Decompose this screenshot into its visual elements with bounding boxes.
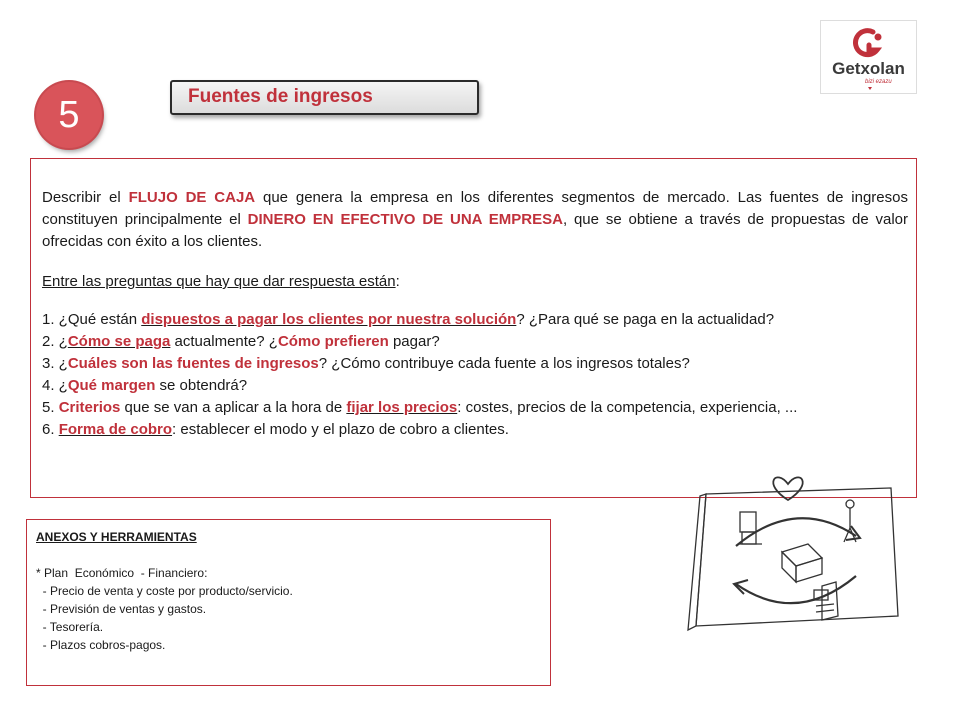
questions-intro: Entre las preguntas que hay que dar respuesta están: — [42, 273, 400, 290]
highlight-text: FLUJO DE CAJA — [128, 189, 256, 206]
logo-arrow-icon — [868, 87, 872, 90]
question-item — [42, 353, 908, 375]
text-segment: : establecer el modo y el plazo de cobro a clientes. — [172, 421, 509, 438]
section-title: Fuentes de ingresos — [188, 86, 373, 107]
text-segment: Describir el — [42, 189, 129, 206]
highlight-text: Cuáles son las fuentes de ingresos — [67, 355, 319, 372]
section-title-box — [170, 80, 479, 115]
annex-line: * Plan Económico - Financiero: — [36, 566, 208, 580]
highlight-text: fijar los precios — [346, 399, 458, 416]
text-segment: pagar? — [388, 333, 440, 350]
questions-list — [42, 309, 908, 441]
question-item — [42, 331, 908, 353]
text-segment: , que se obtiene a través de propuestas de valor ofrecidas con éxito a los clientes. — [42, 211, 909, 250]
annex-title: ANEXOS Y HERRAMIENTAS — [36, 530, 197, 544]
text-segment: 1. ¿Qué están — [42, 311, 142, 328]
logo-name: Getxolan — [832, 59, 905, 78]
text-segment: que se van a aplicar a la hora de — [120, 399, 347, 416]
section-number-badge: 5 — [36, 82, 102, 148]
highlight-text: DINERO EN EFECTIVO DE UNA EMPRESA — [247, 211, 563, 228]
main-content-box — [30, 158, 917, 498]
intro-paragraph — [42, 187, 908, 253]
text-segment: ? ¿Para qué se paga en la actualidad? — [516, 311, 775, 328]
text-segment: que genera la empresa en los diferentes segmentos de mercado. Las fuentes de ingresos constituyen principalmente el — [42, 189, 908, 228]
question-item — [42, 309, 908, 331]
annex-line: - Plazos cobros-pagos. — [36, 638, 166, 652]
text-segment: actualmente? ¿ — [170, 333, 278, 350]
text-segment: : costes, precios de la competencia, experiencia, ... — [457, 399, 798, 416]
annex-box — [26, 519, 551, 686]
text-segment: 5. — [42, 399, 59, 416]
highlight-text: dispuestos a pagar los clientes por nuestra solución — [141, 311, 517, 328]
annex-line: - Previsión de ventas y gastos. — [36, 602, 207, 616]
question-item — [42, 375, 908, 397]
getxolan-logo-mark — [851, 28, 887, 60]
text-segment: ? ¿Cómo contribuye cada fuente a los ingresos totales? — [318, 355, 690, 372]
annex-line: - Precio de venta y coste por producto/servicio. — [36, 584, 293, 598]
highlight-text: Forma de cobro — [58, 421, 173, 438]
text-segment: se obtendrá? — [155, 377, 248, 394]
question-item — [42, 397, 908, 419]
text-segment: 6. — [42, 421, 59, 438]
text-segment: 3. ¿ — [42, 355, 68, 372]
text-segment: 2. ¿ — [42, 333, 68, 350]
text-segment: 4. ¿ — [42, 377, 68, 394]
logo-tagline: bizi ezazu — [865, 79, 892, 85]
annex-line: - Tesorería. — [36, 620, 104, 634]
business-model-sketch-illustration — [676, 466, 906, 640]
highlight-text: Cómo prefieren — [277, 333, 389, 350]
highlight-text: Criterios — [58, 399, 121, 416]
question-item — [42, 419, 908, 441]
highlight-text: Cómo se paga — [67, 333, 171, 350]
getxolan-logo — [820, 20, 917, 94]
highlight-text: Qué margen — [67, 377, 156, 394]
